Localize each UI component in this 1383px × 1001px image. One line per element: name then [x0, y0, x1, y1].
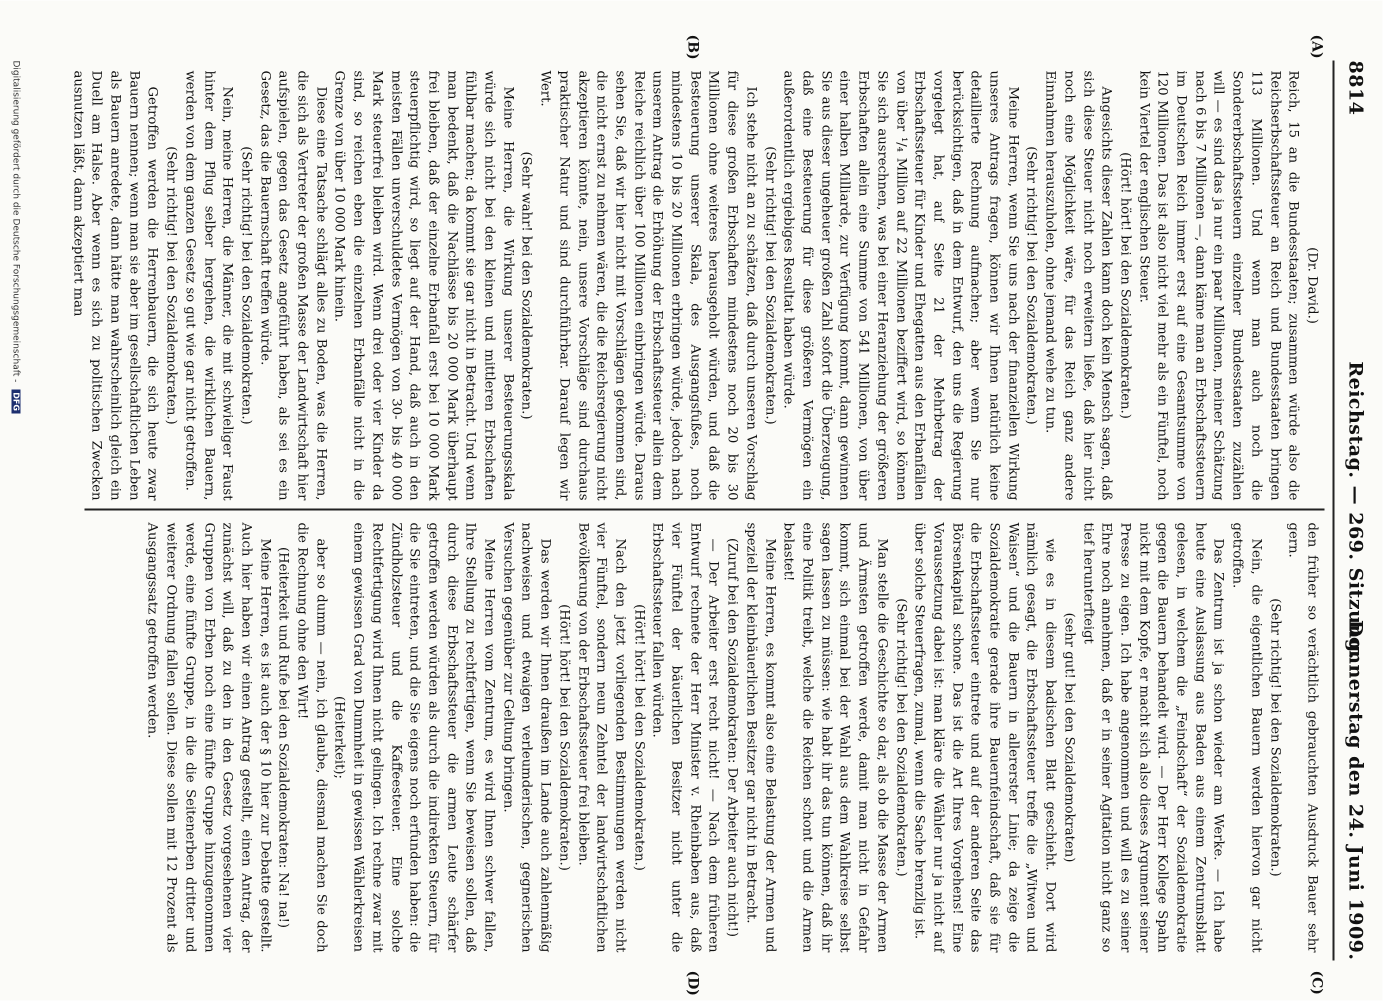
scanned-page	[0, 1, 1383, 1001]
footer-credit: Digitalisierung gefördert durch die Deutsche Forschungsgemeinschaft -	[10, 60, 21, 383]
paragraph: wie es in diesem badischen Blatt geschieht. Dort wird nämlich gesagt, die Erbschaftssteuer treffe die „Witwen und Waisen“ und die Bauern in allererster Linie; da zeige die Sozialdemokratie gerade ihre Bauernfeindschaft, daß sie für die Erbschaftssteuer eintrete und auf der anderen Seite das Börsenkapital schone. Das ist die Art Ihres Vorgehens! Eine Voraussetzung dabei ist: man kläre die Wähler nur ja nicht auf über solche Steuerfragen, zumal, wenn die Sache brenzlig ist.	[911, 522, 1058, 953]
margin-marker-d: (D)	[684, 970, 701, 996]
paragraph: Getroffen werden die Herrenbauern, die sich heute zwar Bauern nennen; wenn man sie aber im gesellschaftlichen Leben als Bauern anredete, dann hätte man wahrscheinlich gleich ein Duell am Halse. Aber wenn es sich zu politischen Zwecken ausnutzen läßt, dann akzeptiert man	[70, 70, 160, 501]
interjection: (Dr. David.)	[1304, 247, 1320, 324]
margin-marker-a: (A)	[1308, 34, 1325, 59]
header-rule	[1333, 61, 1335, 961]
interjection: (Hört! hört! bei den Sozialdemokraten.)	[556, 604, 572, 871]
page-header	[1337, 61, 1373, 961]
interjection: (Sehr wahr! bei den Sozialdemokraten.)	[518, 151, 534, 420]
right-column	[91, 523, 1321, 953]
session-date: Donnerstag den 24. Juni 1909.	[1344, 620, 1367, 961]
paragraph: Meine Herren vom Zentrum, es wird Ihnen schwer fallen, Ihre Stellung zu rechtfertigen, wenn Sie beweisen sollen, daß durch diese Erbschaftssteuer die armen Leute schärfer getroffen werden würden als durch die indirekten Steuern, für die Sie eintreten, und die Sie eigens noch erfunden haben: die Zündholzsteuer und die Kaffeesteuer. Eine solche Rechtfertigung wird Ihnen nicht gelingen. Ich rechne zwar mit einem gewissen Grad von Dummheit in gewissen Wählerkreisen	[350, 522, 497, 953]
interjection: (Heiterkeit);	[331, 696, 347, 779]
page-title: Reichstag. — 269. Sitzung.	[1344, 361, 1367, 660]
paragraph: Meine Herren, die Wirkung unserer Besteuerungsskala würde sich nicht bei den kleinen und mittleren Erbschaften fühlbar machen; da kommt sie gar nicht in Betracht. Und wenn man bedenkt, daß die Nachlässe bis 20 000 Mark überhaupt frei bleiben, daß der einzelne Erbanfall erst bei 10 000 Mark steuerpflichtig wird, so liegt auf der Hand, daß auch in den meisten Fällen unverschuldetes Vermögen von 30- bis 40 000 Mark steuerfrei bleiben wird. Wenn drei oder vier Kinder da sind, so reichen eben die einzelnen Erbanfälle nicht in die Grenze von über 10 000 Mark hinein.	[331, 70, 516, 501]
paragraph: Diese eine Tatsache schlägt alles zu Boden, was die Herren, die sich als Vertreter der großen Masse der Landwirtschaft hier aufspielen, gegen das Gesetz angeführt haben, als sei es ein Gesetz, das die Bauernschaft treffen würde.	[257, 70, 329, 501]
interjection: (Sehr richtig! bei den Sozialdemokraten.)	[762, 146, 778, 425]
column-divider	[85, 509, 1325, 511]
paragraph: Meine Herren, wenn Sie uns nach der finanziellen Wirkung unseres Antrags fragen, können wir Ihnen natürlich keine detaillierte Rechnung aufmachen; aber wenn Sie nur berücksichtigen, daß in dem Entwurf, den uns die Regierung vorgelegt hat, auf Seite 21 der Mehrbetrag der Erbschaftssteuer für Kinder und Ehegatten aus den Erbanfällen von über ¹/₄ Million auf 22 Millionen beziffert wird, so können Sie sich ausrechnen, was bei einer Heranziehung der größeren Erbschaften allein eine Summe von 541 Millionen, von über einer halben Milliarde, zur Verfügung kommt, dann gewinnen Sie aus dieser ungeheuer großen Zahl sofort die Überzeugung, daß eine Besteuerung für diese größeren Vermögen ein außerordentlich ergiebiges Resultat haben würde.	[780, 70, 1021, 501]
interjection: (Sehr richtig! bei den Sozialdemokraten.)	[1023, 146, 1039, 425]
interjection: (Heiterkeit und Rufe bei den Sozialdemokraten: Na! na!)	[275, 546, 291, 929]
paragraph: Nach den jetzt vorliegenden Bestimmungen werden nicht vier Fünftel, sondern neun Zehntel der landwirtschaftlichen Bevölkerung von der Erbschaftssteuer frei bleiben.	[575, 522, 628, 953]
left-column	[70, 70, 1321, 501]
interjection: (Sehr richtig! bei den Sozialdemokraten.)	[893, 598, 909, 877]
interjection: (Sehr richtig! bei den Sozialdemokraten.)	[238, 146, 254, 425]
interjection: (Sehr richtig! bei den Sozialdemokraten.)	[1267, 598, 1283, 877]
paragraph: Nein, meine Herren, die Männer, die mit schwieliger Faust hinter dem Pflug selber hergehen, die wirklichen Bauern, werden von dem ganzen Gesetz so gut wie gar nicht getroffen.	[182, 70, 235, 501]
paragraph: Nein, die eigentlichen Bauern werden hiervon gar nicht getroffen.	[1229, 522, 1264, 953]
paragraph: den früher so verächtlich gebrauchten Ausdruck Bauer sehr gern.	[1285, 522, 1320, 953]
page-number: 8814	[1344, 60, 1367, 116]
paragraph: Man stelle die Geschichte so dar, als ob die Masse der Armen und Ärmsten getroffen werde, damit man nicht in Gefahr kommt, sich einmal bei der Wahl aus dem Wahlkreise selbst sagen lassen zu müssen: wie habt ihr das tun können, daß ihr eine Politik treibt, welche die Reichen schont und die Armen belastet!	[780, 522, 890, 953]
interjection: (Sehr richtig! bei den Sozialdemokraten.)	[163, 146, 179, 425]
interjection: (Hört! hört! bei den Sozialdemokraten.)	[1117, 152, 1133, 419]
paragraph: Meine Herren, es ist auch der § 10 hier zur Debatte gestellt. Auch hier haben wir einen Antrag gestellt, einen Antrag, der zunächst will, daß zu den in den Gesetz vorgesehenen vier Gruppen von Erben noch eine fünfte Gruppe hinzugenommen werde, eine fünfte Gruppe, in die die Seitenerben dritter und weiterer Ordnung fallen sollen. Diese sollen mit 12 Prozent als Ausgangssatz getroffen werden.	[144, 522, 273, 953]
margin-marker-c: (C)	[1308, 970, 1325, 995]
paragraph: Das werden wir Ihnen draußen im Lande auch zahlenmäßig nachweisen und etwaigen verleumderischen, gegnerischen Versuchen gegenüber zur Geltung bringen.	[500, 522, 553, 953]
paragraph: Reich, 15 an die Bundesstaaten; zusammen würde also die Reichserbschaftssteuer an Reich und Bundesstaaten bringen 113 Millionen. Und wenn man auch noch die Sondererbschaftssteuern einzelner Bundesstaaten zuzählen will — es sind das ja nur ein paar Millionen, meiner Schätzung nach 6 bis 7 Millionen —, dann käme man an Erbschaftssteuern im Deutschen Reich immer erst auf eine Gesamtsumme von 120 Millionen. Das ist also nicht viel mehr als ein Fünftel, noch kein Viertel der englischen Steuer.	[1136, 70, 1301, 501]
margin-marker-b: (B)	[684, 34, 701, 60]
paragraph: Das Zentrum ist ja schon wieder am Werke. — Ich habe heute eine Auslassung aus Baden aus einem Zentrumsblatt gelesen, in welchem die „Feindschaft“ der Sozialdemokratie gegen die Bauern behandelt wird. — Der Herr Kollege Spahn nickt mit dem Kopfe, er macht sich also dieses Argument seiner Presse zu eigen. Ich habe angenommen und will es zu seiner Ehre noch annehmen, daß er in seiner Agitation nicht ganz so tief herunterfteigt	[1080, 522, 1226, 953]
paragraph: Ich stehe nicht an zu schätzen, daß durch unseren Vorschlag für diese großen Erbschaften mindestens noch 20 bis 30 Millionen ohne weiteres herausgeholt würden, und daß die Besteuerung unserer Skala, des Ausgangsfußes, noch mindestens 10 bis 20 Millionen erbringen würde, jedoch nach unserem Antrag die Erhöhung der Erbschaftssteuer allein dem Reiche reichlich über 100 Millionen einbringen würde. Daraus sehen Sie, daß wir hier nicht mit Vorschlägen gekommen sind, die nicht ernst zu nehmen wären, die die Reichsregierung nicht akzeptieren könnte, nein, unsere Vorschläge sind durchaus praktischer Natur und sind durchführbar. Darauf legen wir Wert.	[537, 70, 759, 501]
interjection: (Zuruf bei den Sozialdemokraten: Der Arbeiter auch nicht!)	[724, 537, 740, 938]
paragraph: Meine Herren, es kommt also eine Belastung der Armen und speziell der kleinbäuerlichen Besitzer gar nicht in Betracht.	[743, 522, 778, 953]
paragraph: aber so dumm — nein, ich glaube, diesmal machen Sie doch die Rechnung ohne den Wirt!	[294, 522, 329, 953]
page-footer	[11, 61, 21, 961]
dfg-logo: DFG	[12, 389, 21, 414]
interjection: (Hört! hört! bei den Sozialdemokraten.)	[631, 604, 647, 871]
paragraph: — Der Arbeiter erst recht nicht! — Nach dem früheren Entwurf rechnete der Herr Minister v. Rheinbaben aus, daß vier Fünftel der bäuerlichen Besitzer nicht unter die Erbschaftssteuer fallen würden.	[649, 522, 721, 953]
paragraph: Angesichts dieser Zahlen kann doch kein Mensch sagen, daß sich diese Steuer nicht noch erweitern ließe, daß hier nicht noch eine Möglichkeit wäre, für das Reich ganz andere Einnahmen herauszuholen, ohne jemand wehe zu tun.	[1042, 70, 1114, 501]
interjection: (sehr gut! bei den Sozialdemokraten)	[1061, 612, 1077, 863]
